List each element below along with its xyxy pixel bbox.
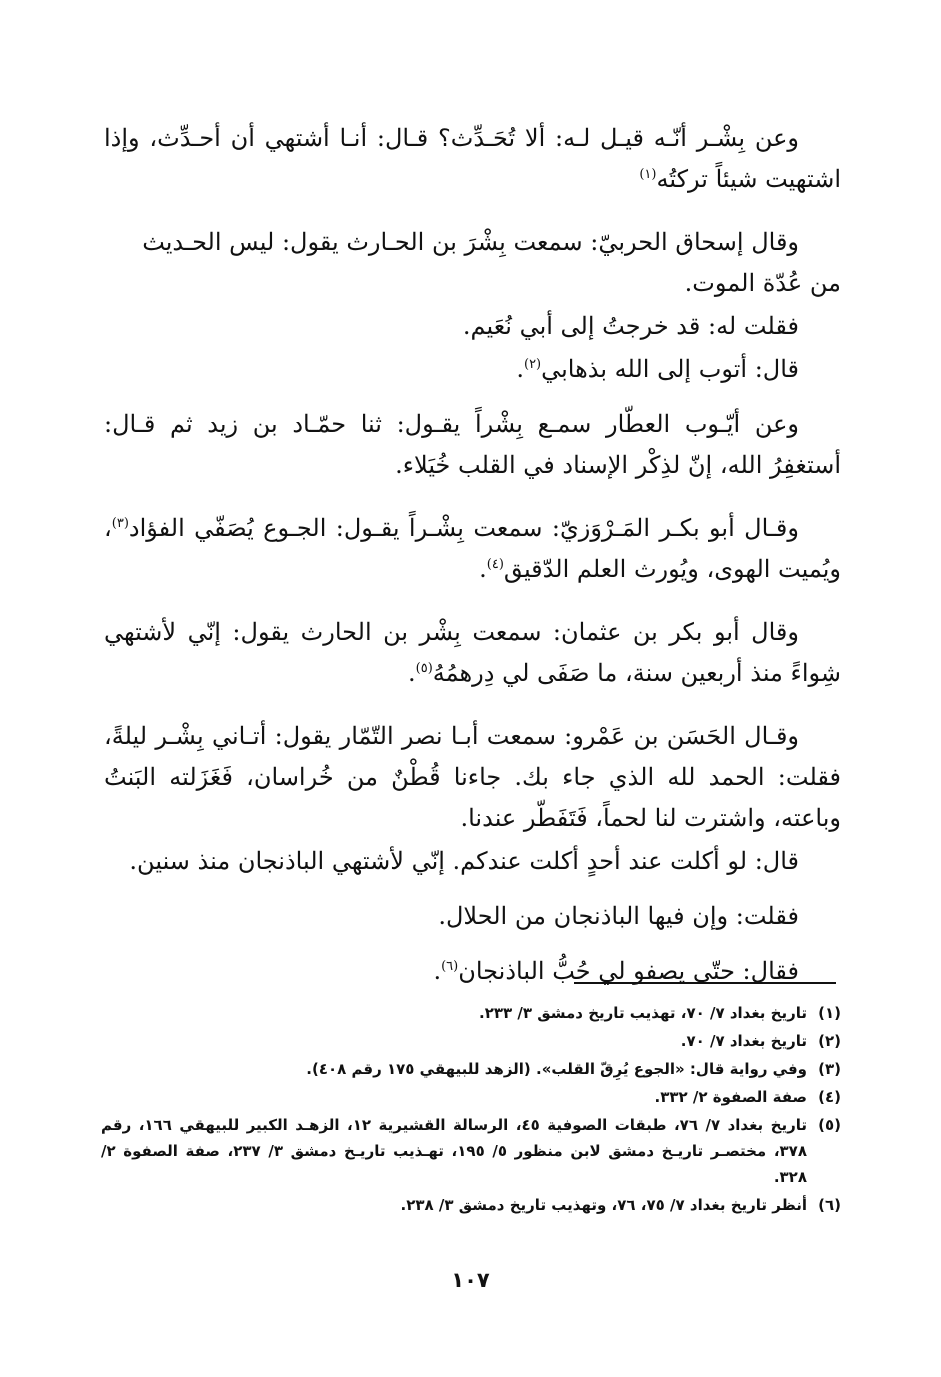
paragraph-6b-text: فقلت: وإن فيها الباذنجان من الحلال. — [438, 902, 799, 930]
paragraph-6c-text: فقال: حتّى يصفو لي حُبُّ الباذنجان — [458, 957, 799, 985]
footnote-ref-2: (٢) — [523, 357, 542, 372]
paragraph-6a — [104, 841, 841, 882]
paragraph-6 — [104, 716, 841, 839]
footnote-text: وفي رواية قال: «الجوع يُرِقّ القلب». (الزهد للبيهقي ١٧٥ رقم ٤٠٨). — [306, 1060, 807, 1078]
footnote-item — [101, 1084, 841, 1110]
paragraph-4-mid: ، ويُميت الهوى، ويُورث العلم الدّقيق — [104, 514, 841, 583]
main-text — [104, 118, 841, 992]
footnote-ref-1: (١) — [639, 167, 657, 182]
footnote-text: تاريخ بغداد ٧/ ٧٦، طبقات الصوفية ٤٥، الرسالة القشيرية ١٢، الزهـد الكبير للبيهقي ١٦٦، رقم ٣٧٨، مختصـر تاريـخ دمشق لابن منظور ٥/ ١٩٥، تهـذيب تاريـخ دمشق ٣/ ٢٣٧، صفة الصفوة ٢/ ٣٢٨. — [101, 1116, 808, 1186]
footnotes — [101, 1000, 841, 1220]
paragraph-4 — [104, 508, 841, 590]
footnote-text: أنظر تاريخ بغداد ٧/ ٧٥، ٧٦، وتهذيب تاريخ دمشق ٣/ ٢٣٨. — [400, 1196, 807, 1214]
footnote-item — [101, 1056, 841, 1082]
paragraph-3-text: وعن أيّـوب العطّار سمـع بِشْراً يقـول: ثنا حمّـاد بن زيد ثم قـال: أستغفِرُ الله، إنّ لذِكْر الإسناد في القلب خُيَلاء. — [104, 410, 841, 479]
footnote-text: تاريخ بغداد ٧/ ٧٠. — [680, 1032, 807, 1050]
paragraph-2b-text: قال: أتوب إلى الله بذهابي — [541, 355, 799, 383]
paragraph-6c — [104, 951, 841, 992]
paragraph-2a-text: فقلت له: قد خرجتُ إلى أبي نُعَيم. — [462, 312, 799, 340]
footnote-text: صفة الصفوة ٢/ ٣٣٢. — [654, 1088, 807, 1106]
paragraph-1-text: وعن بِشْـر أنّـه قيـل لـه: ألا تُحَـدِّث؟ قـال: أنـا أشتهي أن أحـدِّث، وإذا اشتهيت شيئاً تركتُه — [104, 124, 841, 193]
footnote-number: (٤) — [818, 1088, 841, 1106]
footnote-number: (٣) — [818, 1060, 841, 1078]
paragraph-2b — [104, 349, 841, 390]
paragraph-6a-text: قال: لو أكلت عند أحدٍ أكلت عندكم. إنّي لأشتهي الباذنجان منذ سنين. — [129, 847, 799, 875]
paragraph-6-text: وقـال الحَسَن بن عَمْرو: سمعت أبـا نصر التّمّار يقول: أتـاني بِشْـر ليلةً، فقلت: الحمد لله الذي جاء بك. جاءنا قُطْنٌ من خُراسان، فَغَزَلته البَنتُ وباعته، واشترت لنا لحماً، فَتَفَطّر عندنا. — [104, 722, 841, 832]
paragraph-1 — [104, 118, 841, 200]
paragraph-2 — [104, 222, 841, 304]
footnote-ref-5: (٥) — [415, 661, 433, 676]
paragraph-2-text: وقال إسحاق الحربيّ: سمعت بِشْرَ بن الحـارث يقول: ليس الحـديث من عُدّة الموت. — [142, 228, 841, 297]
paragraph-4-end: . — [479, 555, 487, 583]
footnote-item — [101, 1112, 841, 1190]
paragraph-5-end: . — [407, 659, 416, 687]
paragraph-5 — [104, 612, 841, 694]
footnote-item — [101, 1192, 841, 1218]
footnote-number: (١) — [818, 1004, 841, 1022]
paragraph-3 — [104, 404, 841, 486]
paragraph-2b-end: . — [516, 355, 524, 383]
footnote-number: (٥) — [818, 1116, 841, 1134]
footnote-ref-6: (٦) — [441, 959, 459, 974]
footnote-number: (٢) — [818, 1032, 841, 1050]
footnote-number: (٦) — [818, 1196, 841, 1214]
footnote-divider — [574, 982, 836, 984]
paragraph-6c-end: . — [433, 957, 442, 985]
footnote-item — [101, 1000, 841, 1026]
paragraph-6b — [104, 896, 841, 937]
footnote-text: تاريخ بغداد ٧/ ٧٠، تهذيب تاريخ دمشق ٣/ ٢٣٣. — [478, 1004, 807, 1022]
page-number: ١٠٧ — [451, 1268, 490, 1292]
footnote-item — [101, 1028, 841, 1054]
footnote-ref-4: (٤) — [486, 557, 504, 572]
paragraph-2a — [104, 306, 841, 347]
footnote-ref-3: (٣) — [111, 516, 129, 531]
paragraph-5-text: وقال أبو بكر بن عثمان: سمعت بِشْر بن الحارث يقول: إنّي لأشتهي شِواءً منذ أربعين سنة، ما صَفَى لي دِرهمُهُ — [104, 618, 841, 687]
paragraph-4-text: وقـال أبو بكـر المَـرْوَزيّ: سمعت بِشْـراً يقـول: الجـوع يُصَفّي الفؤاد — [128, 514, 799, 542]
